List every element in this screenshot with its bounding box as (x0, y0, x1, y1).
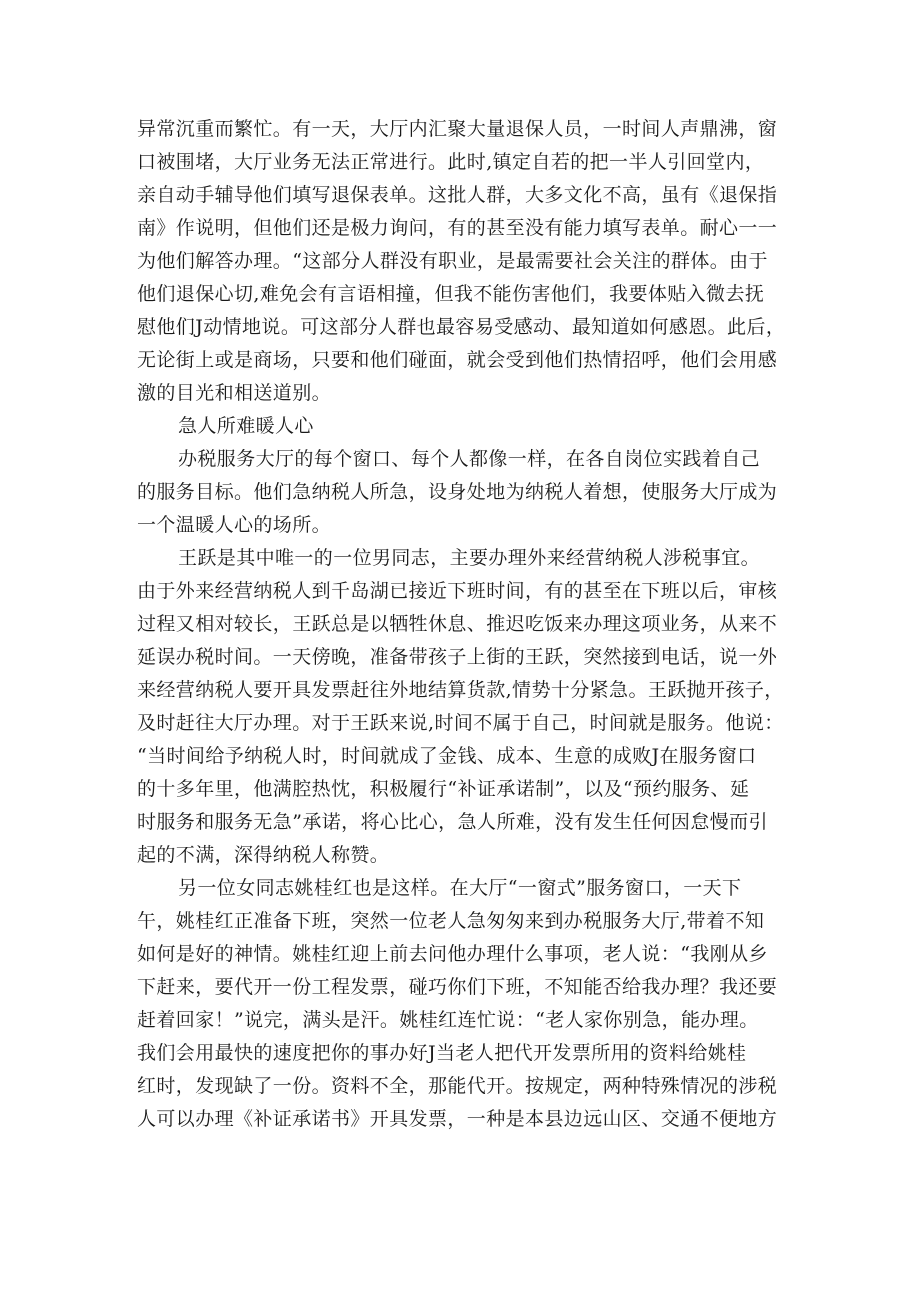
text-line: 无论街上或是商场，只要和他们碰面，就会受到他们热情招呼，他们会用感 (137, 349, 778, 371)
text-line: 南》作说明，但他们还是极力询问，有的甚至没有能力填写表单。耐心一一 (137, 217, 778, 239)
text-line: 时服务和服务无急”承诺，将心比心，急人所难，没有发生任何因怠慢而引 (137, 811, 768, 833)
text-line: 及时赶往大厅办理。对于王跃来说,时间不属于自己，时间就是服务。他说： (137, 712, 784, 734)
text-line: “当时间给予纳税人时，时间就成了金钱、成本、生意的成败J在服务窗口 (137, 745, 757, 767)
text-line: 延误办税时间。一天傍晚，准备带孩子上街的王跃，突然接到电话，说一外 (137, 646, 778, 668)
text-line: 慰他们J动情地说。可这部分人群也最容易受感动、最知道如何感恩。此后， (137, 316, 786, 338)
text-line: 下赶来，要代开一份工程发票，碰巧你们下班，不知能否给我办理？我还要 (137, 976, 778, 998)
text-line: 如何是好的神情。姚桂红迎上前去问他办理什么事项，老人说：“我刚从乡 (137, 943, 768, 965)
text-line: 亲自动手辅导他们填写退保表单。这批人群，大多文化不高，虽有《退保指 (137, 184, 778, 206)
text-line: 的十多年里，他满腔热忱，积极履行“补证承诺制”，以及“预约服务、延 (137, 778, 750, 800)
text-line: 一个温暖人心的场所。 (137, 514, 332, 536)
text-line: 办税服务大厅的每个窗口、每个人都像一样，在各自岗位实践着自己 (178, 448, 761, 470)
text-line: 来经营纳税人要开具发票赶往外地结算货款,情势十分紧急。王跃抛开孩子， (137, 679, 784, 701)
text-line: 王跃是其中唯一的一位男同志，主要办理外来经营纳税人涉税事宜。 (178, 547, 761, 569)
text-line: 赶着回家！”说完，满头是汗。姚桂红连忙说：“老人家你别急，能办理。 (137, 1009, 759, 1031)
text-line: 起的不满，深得纳税人称赞。 (137, 844, 390, 866)
text-line: 过程又相对较长，王跃总是以牺牲休息、推迟吃饭来办理这项业务，从来不 (137, 613, 778, 635)
text-line: 由于外来经营纳税人到千岛湖已接近下班时间，有的甚至在下班以后，审核 (137, 580, 778, 602)
text-line: 为他们解答办理。“这部分人群没有职业，是最需要社会关注的群体。由于 (137, 250, 768, 272)
text-line: 异常沉重而繁忙。有一天，大厅内汇聚大量退保人员，一时间人声鼎沸，窗 (137, 118, 778, 140)
section-heading: 急人所难暖人心 (178, 415, 314, 437)
text-line: 口被围堵，大厅业务无法正常进行。此时,镇定自若的把一半人引回堂内， (137, 151, 765, 173)
text-line: 午，姚桂红正准备下班，突然一位老人急匆匆来到办税服务大厅,带着不知 (137, 910, 765, 932)
text-line: 的服务目标。他们急纳税人所急，设身处地为纳税人着想，使服务大厅成为 (137, 481, 778, 503)
text-line: 红时，发现缺了一份。资料不全，那能代开。按规定，两种特殊情况的涉税 (137, 1075, 778, 1097)
text-line: 另一位女同志姚桂红也是这样。在大厅“一窗式”服务窗口，一天下 (178, 877, 742, 899)
text-line: 我们会用最快的速度把你的事办好J当老人把代开发票所用的资料给姚桂 (137, 1042, 747, 1064)
text-line: 他们退保心切,难免会有言语相撞，但我不能伤害他们，我要体贴入微去抚 (137, 283, 765, 305)
text-line: 激的目光和相送道别。 (137, 382, 332, 404)
text-line: 人可以办理《补证承诺书》开具发票，一种是本县边远山区、交通不便地方 (137, 1108, 778, 1130)
